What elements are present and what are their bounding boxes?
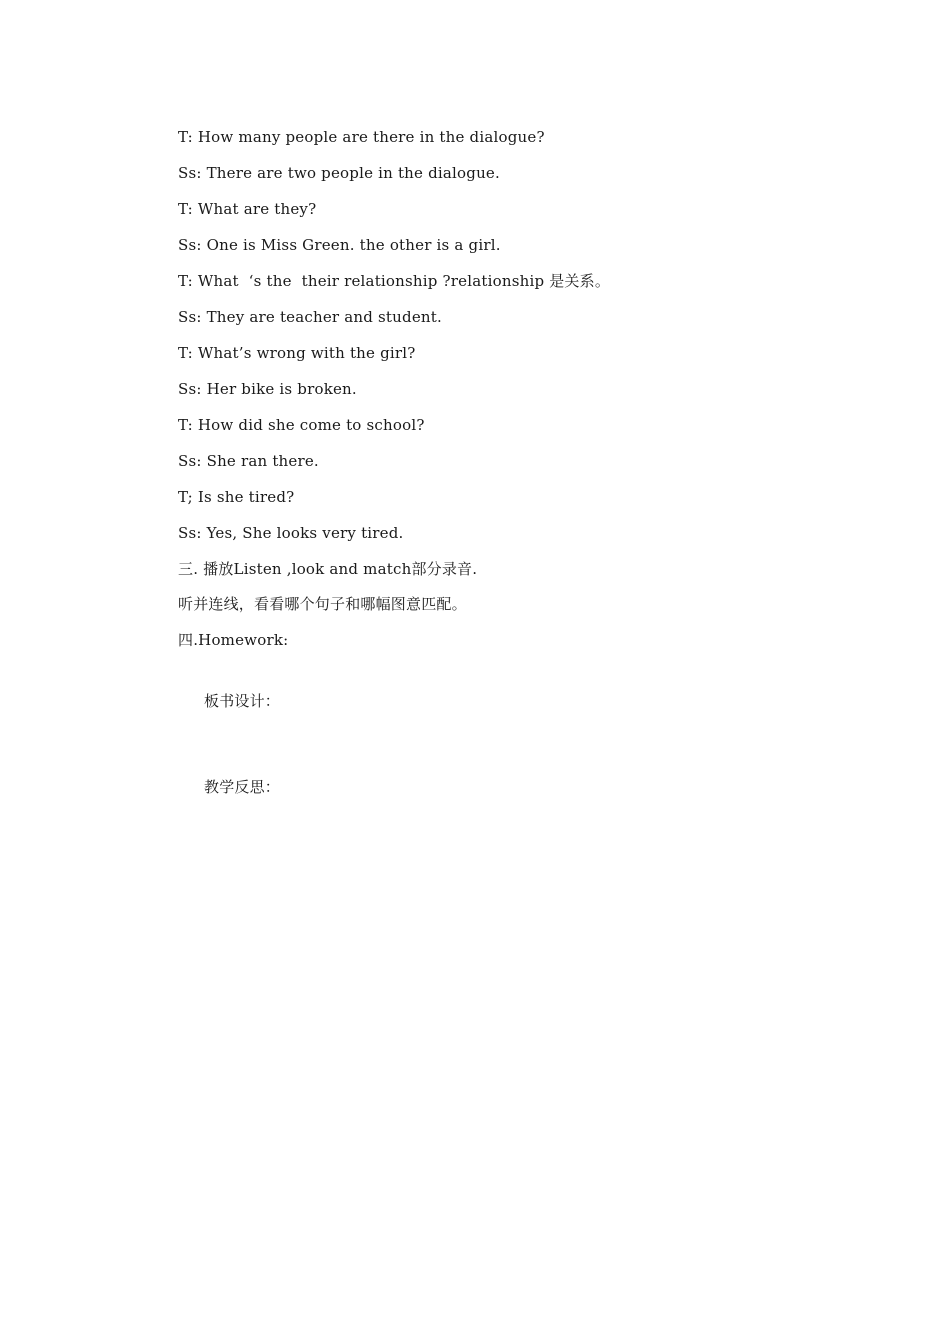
dialogue-line: Ss: She ran there. xyxy=(178,452,319,470)
dialogue-line: Ss: One is Miss Green. the other is a girl. xyxy=(178,236,501,254)
dialogue-line: T: How did she come to school? xyxy=(178,416,425,434)
dialogue-line: Ss: There are two people in the dialogue. xyxy=(178,164,500,182)
section-three-note: 听并连线，看看哪个句子和哪幅图意匹配。 xyxy=(178,595,467,613)
section-four-heading: 四.Homework: xyxy=(178,631,289,649)
dialogue-line: Ss: They are teacher and student. xyxy=(178,308,442,326)
dialogue-line: Ss: Her bike is broken. xyxy=(178,380,357,398)
dialogue-line: T; Is she tired? xyxy=(178,488,295,506)
teaching-reflection-label: 教学反思： xyxy=(204,778,281,796)
board-design-label: 板书设计： xyxy=(204,692,281,710)
dialogue-line: T: What ‘s the their relationship ?relationship 是关系。 xyxy=(178,272,611,290)
section-three-heading: 三. 播放Listen ,look and match部分录音. xyxy=(178,560,478,578)
dialogue-line: T: What’s wrong with the girl? xyxy=(178,344,416,362)
dialogue-line: T: What are they? xyxy=(178,200,317,218)
dialogue-line: Ss: Yes, She looks very tired. xyxy=(178,524,404,542)
dialogue-line: T: How many people are there in the dialogue? xyxy=(178,128,545,146)
